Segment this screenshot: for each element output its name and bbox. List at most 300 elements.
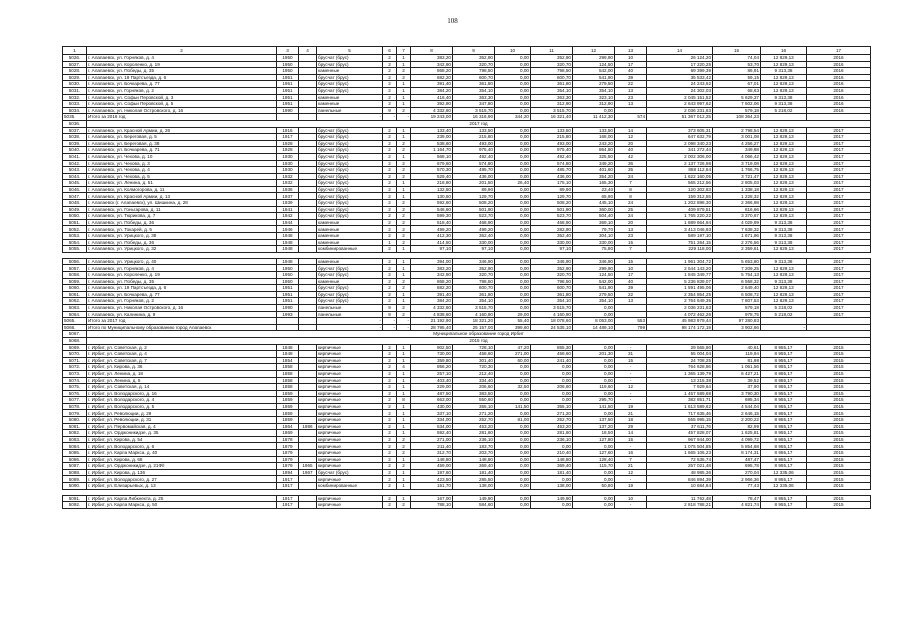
table-row [63,304,871,311]
table-cell: 1 [397,390,411,397]
table-cell: 416,40 [411,94,453,101]
table-cell: 868,20 [411,278,453,285]
table-cell: 12 829,13 [761,193,807,200]
table-row [63,357,871,364]
table-cell: 0,00 [495,443,531,450]
table-cell: 0,00 [495,423,531,430]
table-cell: 546,60 [411,206,453,213]
table-cell: 2015 [807,423,871,430]
table-cell: 175,10 [531,180,573,187]
table-cell: 1 075 504,85 [647,443,713,450]
table-cell: 13 215,38 [647,377,713,384]
table-cell [299,213,317,220]
table-cell: 334,00 [411,417,453,424]
table-cell [299,298,317,305]
table-cell: 18 321,20 [453,318,495,325]
table-cell: 2 [383,147,397,154]
table-cell: 8 955,17 [761,476,807,483]
table-cell: кирпичные [317,377,383,384]
table-cell: 2015 [807,469,871,476]
table-cell: 0,00 [495,55,531,62]
table-cell: каменные [317,278,383,285]
table-cell: кирпичные [317,403,383,410]
table-cell: 12 829,13 [761,213,807,220]
table-cell [299,265,317,272]
table-cell: 553 [615,318,647,325]
table-cell: 2017 [807,285,871,292]
table-cell: 1950 [277,265,299,272]
table-cell: 18,50 [573,430,615,437]
table-cell: 1930 [277,153,299,160]
table-cell: 394,00 [411,258,453,265]
table-cell: 5061. [63,291,87,298]
table-cell: 2017 [807,226,871,233]
table-cell [299,81,317,88]
table-cell: 2 [383,403,397,410]
table-cell: 5086. [63,456,87,463]
table-cell: брусчат (брус) [317,265,383,272]
column-number: 14 [647,47,713,55]
table-cell: 1 [397,417,411,424]
table-cell: 730,00 [411,351,453,358]
table-cell: г. Алапаевск, ул. Софьи Перовской, д. 3 [87,94,277,101]
table-cell: - [317,324,383,331]
table-cell: 2 [397,450,411,457]
table-cell: 12 829,13 [761,298,807,305]
table-cell: 1950 [277,61,299,68]
table-cell: 2 [383,390,397,397]
column-number: 12 [573,47,615,55]
table-row [63,74,871,81]
table-cell: 20 [615,140,647,147]
table-row [63,370,871,377]
table-cell [299,291,317,298]
table-cell: 0,00 [531,397,573,404]
table-cell: 0,00 [573,476,615,483]
table-cell: 2015 [807,456,871,463]
table-cell: 19 [615,483,647,490]
table-cell: 1879 [277,443,299,450]
table-cell: кирпичные [317,410,383,417]
table-row [63,87,871,94]
table-cell: 4 332,60 [411,304,453,311]
table-cell: брусчат (брус) [317,206,383,213]
table-cell: 0,00 [495,134,531,141]
table-cell: 8 955,17 [761,463,807,470]
table-cell: 16 [615,450,647,457]
table-cell: 436,00 [531,173,573,180]
table-cell: 354,10 [531,87,573,94]
table-cell [299,173,317,180]
table-cell: 5091. [63,495,87,502]
table-cell: 1 889 664,94 [647,219,713,226]
table-cell: 4 160,90 [453,311,495,318]
table-cell: 0,00 [495,397,531,404]
table-cell: 10 [615,265,647,272]
table-cell: 1944 [277,219,299,226]
table-row [63,239,871,246]
table-cell: 445,10 [573,200,615,207]
table-cell: 5 754,13 [713,272,761,279]
table-cell: 2 [383,265,397,272]
table-cell: 257 021,48 [647,463,713,470]
table-cell [299,68,317,75]
table-cell: 24 243,62 [647,81,713,88]
table-cell: 508,20 [453,200,495,207]
table-cell: 148,80 [411,456,453,463]
table-cell: 436,00 [453,173,495,180]
table-cell: 2015 [807,344,871,351]
table-cell: 2015 [807,476,871,483]
table-cell [761,114,807,121]
section-row [63,331,871,338]
table-cell: 108 364,23 [713,114,761,121]
table-cell: кирпичные [317,436,383,443]
table-cell: 0,00 [495,186,531,193]
table-cell: 159 312,55 [647,193,713,200]
table-cell: 2017 [807,311,871,318]
table-cell: 354,10 [453,87,495,94]
column-number: 15 [713,47,761,55]
table-cell: 409 879,51 [647,206,713,213]
column-number: 6 [383,47,397,55]
table-cell: 1951 [277,285,299,292]
table-cell: 271,20 [453,410,495,417]
table-cell: 2015 [807,463,871,470]
table-cell: 330,00 [531,239,573,246]
table-cell: 412,30 [411,233,453,240]
table-cell: 2016 [807,81,871,88]
table-cell: 7 602,06 [713,101,761,108]
table-cell: 384,20 [411,87,453,94]
table-cell: 1951 [277,87,299,94]
table-cell: 5053. [63,233,87,240]
table-cell: 5076. [63,390,87,397]
table-cell [299,285,317,292]
table-cell: г. Алапаевск, ул. Тюрикова, д. 7 [87,213,277,220]
table-cell: 5039. [63,140,87,147]
table-cell: г. Ирбит, ул. Карла Маркса, д. 40 [87,450,277,457]
table-cell: брусчат (брус) [317,298,383,305]
table-cell: 0,00 [495,258,531,265]
table-cell: 978,75 [713,311,761,318]
table-cell: 361,80 [453,81,495,88]
table-cell: 3 001,08 [713,134,761,141]
table-cell: 8 955,17 [761,403,807,410]
table-cell: г. Ирбит, ул. Кирова, д. 54 [87,436,277,443]
table-cell: брусчат (брус) [317,469,383,476]
table-cell: 133,50 [531,127,573,134]
table-cell: 864,80 [573,147,615,154]
table-cell: 330,00 [453,239,495,246]
table-cell: 5033. [63,101,87,108]
table-cell: 141,50 [495,403,531,410]
table-cell: 2 [383,377,397,384]
table-cell: - [317,114,383,121]
table-row [63,390,871,397]
table-cell: 5031. [63,87,87,94]
table-cell: г. Алапаевск, ул. Чехова, д. 3 [87,160,277,167]
table-cell: 2017 [807,173,871,180]
table-cell [299,364,317,371]
section-row [63,120,871,127]
table-cell: 1864 [277,423,299,430]
table-cell: 2 [383,443,397,450]
table-cell: 1 [397,410,411,417]
table-cell: 2 [383,94,397,101]
table-cell: 5079. [63,410,87,417]
table-cell: кирпичные [317,417,383,424]
table-cell: 2016 [807,101,871,108]
table-cell: 8 955,17 [761,370,807,377]
table-cell: г. Алапаевск, ул. Колмогорова, д. 11 [87,186,277,193]
table-cell: 1859 [277,397,299,404]
table-cell [299,239,317,246]
table-cell: 728,10 [453,344,495,351]
table-cell: 323,10 [573,94,615,101]
table-cell: 5075. [63,384,87,391]
table-cell: 574 [615,114,647,121]
table-cell: 4 072 462,26 [647,311,713,318]
table-cell: 8 [615,193,647,200]
table-row [63,233,871,240]
table-cell: 499,20 [411,226,453,233]
table-cell: 5090. [63,483,87,490]
table-cell: 2 646,15 [713,410,761,417]
table-cell: 1 [397,61,411,68]
table-cell: 2017 [807,258,871,265]
table-cell: 97,10 [411,246,453,253]
table-cell: 1948 [277,258,299,265]
table-cell: 1 765 220,22 [647,213,713,220]
table-cell: 2 [397,304,411,311]
table-cell: 0,00 [573,443,615,450]
table-cell: - [615,344,647,351]
table-cell: 37,90 [713,384,761,391]
table-cell: г. Алапаевск, ул. Николая Островского, д. 16 [87,107,277,114]
table-cell: 1 [383,239,397,246]
table-cell: 423,50 [411,476,453,483]
table-cell [299,160,317,167]
table-cell: брусчат (брус) [317,193,383,200]
table-cell: 975,40 [531,147,573,154]
table-cell: - [383,318,397,325]
column-number: 11 [531,47,573,55]
table-cell: 203,70 [453,450,495,457]
table-cell: г. Алапаевск (г. Алапаевск), ул. Шишкина, д. 28 [87,200,277,207]
table-cell: 89,90 [531,186,573,193]
table-cell [299,200,317,207]
table-cell: 2 [383,160,397,167]
table-cell: 12 829,13 [761,265,807,272]
table-cell: 29,00 [495,311,531,318]
table-cell: 2017 [807,239,871,246]
table-row [63,226,871,233]
table-cell: г. Алапаевск, ул. Горняков, д. 4 [87,55,277,62]
table-cell: брусчат (брус) [317,160,383,167]
table-cell: 1 [397,81,411,88]
table-cell: 151,70 [411,483,453,490]
table-cell [299,258,317,265]
table-cell [299,502,317,509]
table-cell: 3 515,70 [453,107,495,114]
table-cell: 1967 [299,469,317,476]
table-cell: 12 829,13 [761,246,807,253]
table-cell [299,377,317,384]
table-cell: 0,00 [531,476,573,483]
table-cell: брусчат (брус) [317,285,383,292]
table-cell: 5081. [63,423,87,430]
table-cell: 2015 [807,430,871,437]
table-cell: 16 321,40 [531,114,573,121]
table-cell: 361,80 [531,291,573,298]
table-cell: 2 [383,410,397,417]
total-row [63,114,871,121]
table-cell: 9 313,38 [761,68,807,75]
table-row [63,101,871,108]
table-cell: г. Алапаевск, ул. Бочкарева, д. 77 [87,81,277,88]
table-cell: 1948 [277,239,299,246]
table-cell: 2017 [807,233,871,240]
table-cell: 60,00 [495,357,531,364]
table-cell [299,384,317,391]
table-cell: 55 004,04 [647,351,713,358]
table-cell: 459,00 [411,463,453,470]
table-cell: 304,10 [573,233,615,240]
table-cell: 0,00 [495,140,531,147]
table-cell: 1951 [277,298,299,305]
table-cell: 25 [615,206,647,213]
table-cell: 1916 [277,127,299,134]
table-cell: 21 [615,463,647,470]
table-cell: 1951 [277,101,299,108]
table-cell: 236,10 [453,436,495,443]
table-cell: 0,00 [495,74,531,81]
table-cell: 2017 [807,219,871,226]
table-cell: 1 [397,291,411,298]
table-cell: 0,00 [495,167,531,174]
table-cell: кирпичные [317,397,383,404]
table-cell: 1 [397,403,411,410]
table-cell: 2 [383,357,397,364]
table-cell: 542,00 [573,68,615,75]
table-cell: г. Ирбит, ул. Володарского, д. 6 [87,443,277,450]
table-cell: 82,99 [713,423,761,430]
table-cell: 1917 [277,483,299,490]
table-cell: 7 [615,180,647,187]
table-cell: 485,70 [531,167,573,174]
table-cell: 359,80 [411,357,453,364]
table-cell: 2017 [807,206,871,213]
table-cell: 12 829,13 [761,147,807,154]
table-row [63,180,871,187]
table-cell: 5026. [63,55,87,62]
table-cell: 133,40 [411,127,453,134]
table-cell: 0,00 [495,246,531,253]
table-cell: 341 272,44 [647,147,713,154]
table-cell: 647 632,79 [647,134,713,141]
table-cell: 5 218,02 [761,107,807,114]
table-row [63,200,871,207]
column-number: 5 [317,47,383,55]
table-cell: г. Ирбит, ул. Карла Маркса, д. 50 [87,502,277,509]
table-cell: 5042. [63,160,87,167]
table-cell: - [397,324,411,331]
table-cell: 555 995,15 [647,417,713,424]
table-cell: Итого по Муниципальному образованию город Алапаевск [87,324,277,331]
table-cell: 257,10 [411,370,453,377]
table-cell: кирпичные [317,430,383,437]
table-cell: 312,90 [573,101,615,108]
table-cell: 501,90 [531,206,573,213]
table-cell [615,107,647,114]
table-row [63,476,871,483]
table-cell: 206,60 [453,384,495,391]
table-cell [299,278,317,285]
table-cell: 5054. [63,239,87,246]
table-cell: 2 [383,285,397,292]
table-cell: кирпичные [317,443,383,450]
table-cell: 1 622 160,05 [647,173,713,180]
table-cell: брусчат (брус) [317,213,383,220]
table-cell: 457 828,07 [647,430,713,437]
table-cell: 2015 [807,351,871,358]
table-cell: 78,47 [713,495,761,502]
table-cell: 2 366,98 [713,200,761,207]
table-cell: 391,40 [411,291,453,298]
table-cell: 1 671,96 [713,233,761,240]
table-cell: 2 045 151,52 [647,94,713,101]
table-cell: 98 174 172,19 [647,324,713,331]
table-cell: 2 [383,476,397,483]
table-cell [299,186,317,193]
table-cell: 51 367 012,25 [647,114,713,121]
table-cell [299,134,317,141]
column-number: 16 [761,47,807,55]
table-cell: 5 854,68 [713,443,761,450]
table-cell: 12 829,13 [761,61,807,68]
table-cell [299,87,317,94]
table-cell: 579,18 [713,304,761,311]
table-cell: 1 [397,246,411,253]
table-cell: 39,52 [713,377,761,384]
table-cell: кирпичные [317,364,383,371]
table-cell: 0,00 [495,450,531,457]
table-cell: кирпичные [317,456,383,463]
table-cell: - [383,324,397,331]
table-cell: 1 457 589,68 [647,390,713,397]
table-cell: 2 [397,206,411,213]
table-cell [299,311,317,318]
table-cell: 7 807,53 [713,298,761,305]
table-cell: 2 [397,436,411,443]
table-cell: 2015 [807,417,871,424]
table-cell: 1 [397,351,411,358]
table-cell [299,246,317,253]
table-cell: 129,70 [453,193,495,200]
table-cell: 282,90 [531,226,573,233]
table-cell: 414,50 [411,239,453,246]
table-cell: брусчат (брус) [317,147,383,154]
table-cell: 0,00 [495,81,531,88]
table-cell: 342,90 [411,272,453,279]
table-cell: 1859 [277,410,299,417]
table-cell: 0,00 [573,311,615,318]
table-cell: г. Алапаевск, ул. Гоньгарова, д. 11 [87,206,277,213]
table-cell: 2 137 726,98 [647,160,713,167]
table-cell: 541,90 [573,285,615,292]
table-cell: 5084. [63,443,87,450]
